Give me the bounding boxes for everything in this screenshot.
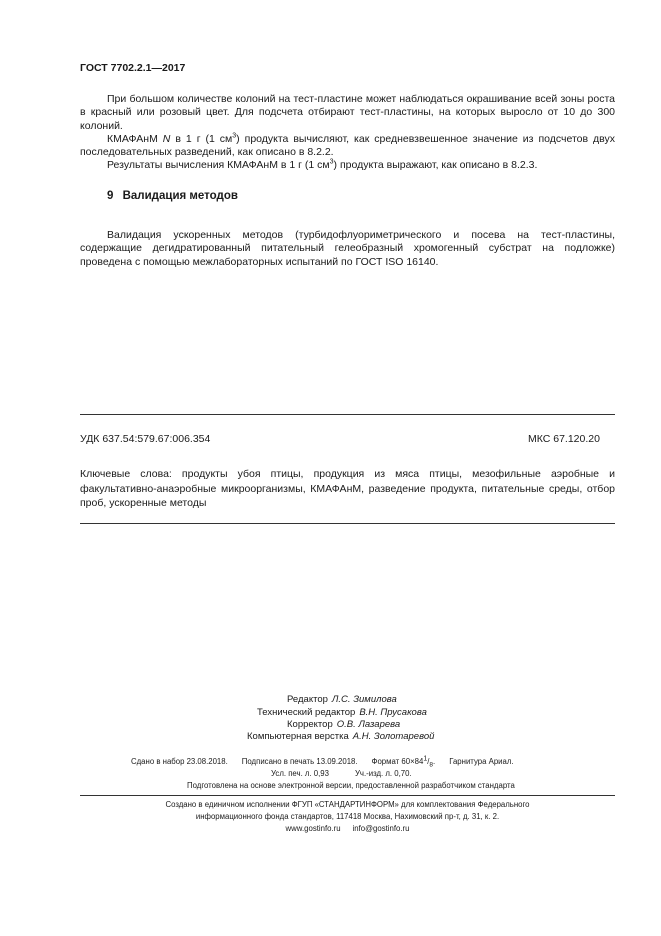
- credit-role: Корректор: [287, 719, 333, 730]
- divider-middle: [80, 523, 615, 524]
- credit-name: Л.С. Зимилова: [331, 694, 397, 705]
- superscript: 3: [232, 132, 237, 140]
- document-header: ГОСТ 7702.2.1—2017: [80, 62, 186, 74]
- credit-proofreader: [287, 719, 400, 732]
- credit-name: О.В. Лазарева: [336, 719, 401, 730]
- keywords: Ключевые слова: продукты убоя птицы, продукция из мяса птицы, мезофильные аэробные и факультативно-анаэробные микроорганизмы, КМАФАнМ, разведение продукта, питательные среды, отбор проб, ускоренные методы: [80, 468, 615, 510]
- imprint-signed: Подписано в печать 13.09.2018.: [241, 757, 358, 766]
- paragraph-text: КМАФАнМ: [107, 132, 163, 145]
- superscript: 3: [329, 158, 334, 166]
- imprint-prepared: Подготовлена на основе электронной версии, предоставленной разработчиком стандарта: [187, 781, 515, 790]
- section-heading: [107, 190, 238, 202]
- section-title: Валидация методов: [122, 190, 238, 202]
- validation-paragraph: Валидация ускоренных методов (турбидофлуориметрического и посева на тест-пластины, содержащие дегидратированный питательный гелеобразный хромогенный субстрат на подложке) проведена с помощью межлабораторных испытаний по ГОСТ ISO 16140.: [80, 229, 615, 268]
- paragraph-results: [80, 159, 615, 172]
- publisher-website-link[interactable]: www.gostinfo.ru: [285, 824, 341, 833]
- udk-code: УДК 637.54:579.67:006.354: [80, 433, 211, 445]
- variable-n: N: [162, 132, 171, 145]
- imprint-format: [371, 755, 436, 769]
- credit-layout: [247, 731, 434, 744]
- imprint-format-text: .: [433, 757, 436, 766]
- superscript: 1: [423, 755, 428, 763]
- credit-role: Технический редактор: [257, 707, 356, 718]
- paragraph-text: ) продукта выражают, как описано в 8.2.3.: [333, 159, 538, 172]
- divider-bottom: [80, 795, 615, 796]
- credit-role: Редактор: [287, 694, 328, 705]
- imprint-font: Гарнитура Ариал.: [449, 757, 514, 766]
- credit-name: А.Н. Золотаревой: [352, 731, 435, 742]
- paragraph-text: Результаты вычисления КМАФАнМ в 1 г (1 см: [107, 159, 330, 172]
- imprint-print-sheets: Усл. печ. л. 0,93: [271, 769, 329, 778]
- section-body: [80, 229, 615, 269]
- imprint-format-text: Формат 60×84: [371, 757, 424, 766]
- paragraph-colonies: При большом количестве колоний на тест-пластине может наблюдаться окрашивание всей зоны роста в красный или розовый цвет. Для подсчета отбирают тест-пластины, на которых выросло от 10 до 300 колоний.: [80, 93, 615, 132]
- section-number: 9: [107, 190, 114, 202]
- paragraph-calculation: [80, 133, 615, 160]
- publisher-line-2: информационного фонда стандартов, 117418 Москва, Нахимовский пр-т, д. 31, к. 2.: [195, 812, 500, 821]
- credit-editor: [287, 694, 397, 707]
- paragraph-text: ) продукта вычисляют, как средневзвешенное значение из подсчетов двух последовательных разведений, как описано в 8.2.2.: [80, 132, 616, 159]
- imprint-line-2: [271, 768, 412, 781]
- imprint-pub-sheets: Уч.-изд. л. 0,70.: [354, 769, 412, 778]
- credit-role: Компьютерная верстка: [247, 731, 349, 742]
- credit-tech-editor: [257, 707, 427, 720]
- publisher-contacts: [100, 823, 595, 836]
- paragraph-text: в 1 г (1 см: [170, 132, 233, 145]
- body-paragraphs: [80, 93, 615, 173]
- publisher-email-link[interactable]: info@gostinfo.ru: [352, 824, 410, 833]
- divider-top: [80, 414, 615, 415]
- subscript: 8: [429, 761, 434, 769]
- imprint-format-text: /: [427, 757, 430, 766]
- credit-name: В.Н. Прусакова: [359, 707, 427, 718]
- imprint-sent: Сдано в набор 23.08.2018.: [131, 757, 228, 766]
- publisher-line-1: Создано в единичном исполнении ФГУП «СТАНДАРТИНФОРМ» для комплектования Федерального: [165, 800, 530, 809]
- mks-code: МКС 67.120.20: [528, 433, 600, 445]
